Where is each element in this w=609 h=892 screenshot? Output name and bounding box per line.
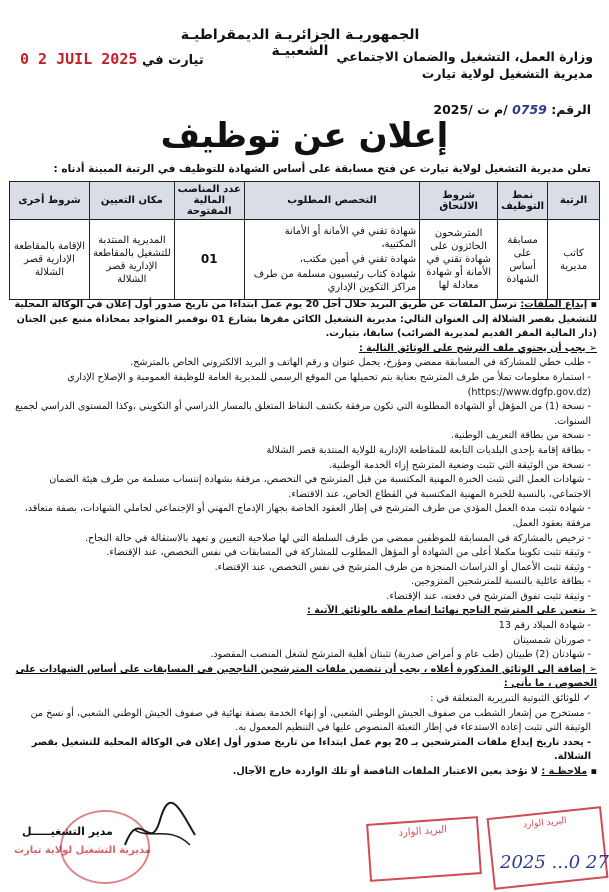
doc-item: - نسخة من بطاقة التعريف الوطنية. bbox=[12, 429, 597, 444]
final-docs-heading: ➢ يتعين على المترشح الناجح نهائيا إتمام ملفه بالوثائق الآتية : bbox=[12, 604, 597, 619]
specialty-item: شهادة تقني في الأمانة أو الأمانة المكتبية، bbox=[284, 226, 417, 250]
addition-sub: ✓ للوثائق الثبوتية التبريرية المتعلقة في : bbox=[12, 692, 597, 707]
doc-item: - استمارة معلومات تملأ من طرف المترشح بعناية يتم تحميلها من الموقع الرسمي للمديرية العامة للوظيفة العمومية و الإصلاح الإداري (https://www.dgfp.gov.dz) bbox=[12, 371, 597, 400]
cell-place: المديرية المنتدبة للتشغيل بالمقاطعة الإدارية قصر الشلالة bbox=[89, 220, 174, 300]
cell-rank: كاتب مديرية bbox=[548, 220, 600, 300]
republic-header: الجمهوريـة الجزائريـة الديمقراطيـة الشعبيـة bbox=[180, 27, 420, 59]
cell-posts: 01 bbox=[174, 220, 244, 300]
ref-number: 0759 bbox=[512, 102, 547, 117]
cell-condition: المترشحون الحائزون على شهادة تقني في الأمانة أو شهادة معادلة لها bbox=[420, 220, 498, 300]
handwritten-date: 2025 ...0 27 bbox=[500, 852, 609, 873]
final-doc-item: - شهادة الميلاد رقم 13 bbox=[12, 619, 597, 634]
doc-item: - شهادة تثبت مدة العمل المؤدى من طرف المترشح في إطار العقود الخاصة بجهاز الإدماج المهني أو الإجتماعي لحاملي الشهادات، بصفة متعاقد، مرفقة بعقود العمل. bbox=[12, 502, 597, 531]
website-link[interactable]: https://www.dgfp.gov.dz bbox=[471, 386, 588, 398]
final-doc-item: - صورتان شمسيتان bbox=[12, 634, 597, 649]
table-header-row bbox=[10, 182, 600, 220]
reference-line: الرقم: 0759 /م ت /2025 bbox=[433, 102, 591, 117]
intro-text: تعلن مديرية التشغيل لولاية تيارت عن فتح مسابقة على أساس الشهادة للتوظيف في الرتبة المبينة أدناه : bbox=[53, 163, 591, 175]
date-line bbox=[20, 50, 204, 68]
specialty-item: شهادة كتاب رئيسيون مسلمة من طرف مراكز التكوين الإداري bbox=[253, 269, 417, 293]
doc-item: - بطاقة عائلية بالنسبة للمترشحين المتزوجين. bbox=[12, 575, 597, 590]
incoming-mail-stamp-2 bbox=[487, 806, 609, 890]
date-stamp: 0 2 JUIL 2025 bbox=[20, 50, 138, 68]
ref-suffix: /م ت /2025 bbox=[433, 102, 508, 117]
table-header: شروط الالتحاق bbox=[420, 182, 498, 220]
ministry-block bbox=[293, 48, 593, 82]
final-doc-item: - شهادتان (2) طبيتان (طب عام و أمراض صدرية) تثبتان أهلية المترشح لشغل المنصب المقصود. bbox=[12, 648, 597, 663]
cell-other: الإقامة بالمقاطعة الإدارية قصر الشلالة bbox=[10, 220, 90, 300]
doc-item: - نسخة من الوثيقة التي تثبت وضعية المترشح إزاء الخدمة الوطنية. bbox=[12, 459, 597, 474]
doc-item: - وثيقة تثبت تفوق المترشح في دفعته، عند الإقتضاء. bbox=[12, 590, 597, 605]
positions-table bbox=[9, 181, 600, 300]
ref-label: الرقم bbox=[556, 102, 591, 117]
table-header: مكان التعيين bbox=[89, 182, 174, 220]
announcement-body bbox=[12, 298, 597, 780]
date-prefix: تيارت في bbox=[141, 53, 204, 68]
director-title: مدير التشغيـــــل bbox=[22, 825, 113, 838]
incoming-mail-stamp bbox=[366, 816, 482, 882]
specialty-item: شهادة تقني في أمين مكتب، bbox=[299, 254, 417, 265]
seal-text: مديرية التشغيل لولاية تيارت bbox=[14, 845, 151, 856]
doc-item: - طلب خطي للمشاركة في المسابقة ممضي ومؤرخ، يحمل عنوان و رقم الهاتف و البريد الالكتروني الخاص بالمترشح. bbox=[12, 356, 597, 371]
docs-heading: ➢ يجب أن يحتوي ملف الترشح على الوثائق التالية : bbox=[12, 342, 597, 357]
incoming-mail-label-2: البريد الوارد bbox=[522, 815, 568, 831]
doc-item: - وثيقة تثبت الأعمال أو الدراسات المنجزة من طرف المترشح في نفس التخصص، عند الإقتضاء. bbox=[12, 561, 597, 576]
table-header: عدد المناصب المالية المفتوحة bbox=[174, 182, 244, 220]
table-row bbox=[10, 220, 600, 300]
table-header: الرتبة bbox=[548, 182, 600, 220]
doc-item: - نسخة (1) من المؤهل أو الشهادة المطلوبة التي تكون مرفقة بكشف النقاط المتعلق بالمسار الدراسي أو التكويني ،وكذا المستوى الدراسي لجميع السنوات. bbox=[12, 400, 597, 429]
deposit-label: إيداع الملفات: bbox=[520, 299, 588, 310]
deposit-paragraph: ▪ إيداع الملفات: ترسل الملفات عن طريق البريد خلال أجل 20 يوم عمل ابتداءا من تاريخ صدور أول إعلان في الوكالة المحلية للتشغيل بقصر الشلالة إلى العنوان التالي: مديرية التشغيل الكائن مقرها بشارع 01 نوفمبر المتواجد بمحاذاة منبع عين الجنان (دار المالية المقر القديم لمديرية الضرائب) سابقا، بتيارت. bbox=[12, 298, 597, 342]
page-title: إعلان عن توظيف bbox=[160, 116, 449, 156]
doc-item: - شهادات العمل التي تثبت الخبرة المهنية المكتسبة من قبل المترشح في التخصص، مرفقة بشهادة إنتساب مسلمة من طرف هيئة الضمان الاجتماعي، بالنسبة للخبرة المهنية المكتسبة في القطاع الخاص، عند الاقتضاء. bbox=[12, 473, 597, 502]
doc-item: - بطاقة إقامة بإحدى البلديات التابعة للمقاطعة الإدارية للولاية المنتدبة قصر الشلالة bbox=[12, 444, 597, 459]
note-text: لا تؤخذ بعين الاعتبار الملفات الناقصة أو تلك الواردة خارج الآجال. bbox=[232, 766, 539, 777]
table-header: نمط التوظيف bbox=[498, 182, 548, 220]
addition-item: - يحدد تاريخ إيداع ملفات المترشحين بـ 20 يوم عمل ابتداءا من تاريخ صدور أول إعلان في الوكالة المحلية للتشغيل بقصر الشلالة. bbox=[12, 736, 597, 765]
directorate-name: مديرية التشغيل لولاية تيارت bbox=[421, 66, 593, 81]
table-header: التخصص المطلوب bbox=[244, 182, 420, 220]
cell-mode: مسابقة على أساس الشهادة bbox=[498, 220, 548, 300]
incoming-mail-label: البريد الوارد bbox=[398, 824, 448, 839]
addition-item: - مستخرج من إشعار الشطب من صفوف الجيش الوطني الشعبي، أو إنهاء الخدمة بصفة نهائية في صفوف الجيش الوطني الشعبي، أو نسخ من الوثيقة التي تثبت إعادة الاستدعاء في إطار التعبئة المنصوص عليها في التنظيم المعمول به. bbox=[12, 707, 597, 736]
note-label: ملاحظـة : bbox=[541, 766, 588, 777]
note-paragraph bbox=[12, 765, 597, 780]
addition-heading: ➢ إضافة إلى الوثائق المذكورة أعلاه ، يجب أن تتضمن ملفات المترشحين الناجحين في المسابقات على أساس الشهادات على الخصوص ، ما يأتي : bbox=[12, 663, 597, 692]
doc-item: - وثيقة تثبت تكوينا مكملا أعلى من الشهادة أو المؤهل المطلوب للمشاركة في المسابقات في نفس التخصص، عند الإقتضاء. bbox=[12, 546, 597, 561]
cell-specialty bbox=[244, 220, 420, 300]
doc-item: - ترخيص بالمشاركة في المسابقة للموظفين ممضي من طرف السلطة التي لها صلاحية التعيين و تعهد بالاستقالة في حالة النجاح. bbox=[12, 532, 597, 547]
ministry-name: وزارة العمل، التشغيل والضمان الاجتماعي bbox=[336, 49, 593, 64]
table-header: شروط أخرى bbox=[10, 182, 90, 220]
